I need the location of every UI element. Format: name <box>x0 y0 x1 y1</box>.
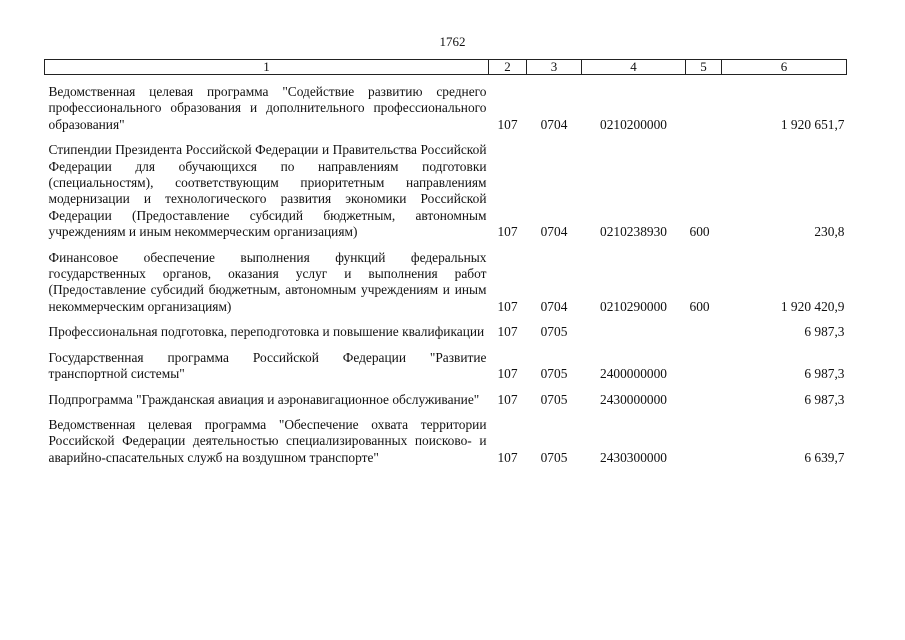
table-row <box>45 84 847 133</box>
row-sum: 6 639,7 <box>804 449 845 465</box>
row-name: Подпрограмма "Гражданская авиация и аэронавигационное обслуживание" <box>48 391 480 407</box>
row-name: Финансовое обеспечение выполнения функций федеральных государственных органов, оказания услуг и выполнения работ (Предоставление субсидий бюджетным, автономным учреждениям и иным некоммерческим организациям) <box>48 249 487 314</box>
row-csr: 0210290000 <box>600 298 667 314</box>
row-csr: 0210238930 <box>600 224 667 240</box>
table-row <box>45 142 847 240</box>
row-ved: 107 <box>497 449 518 465</box>
row-csr: 2400000000 <box>600 366 667 382</box>
row-vr: 600 <box>689 224 710 240</box>
row-vr <box>686 392 722 408</box>
table-header-row <box>45 60 847 75</box>
row-ved: 107 <box>497 298 518 314</box>
row-name: Ведомственная целевая программа "Обеспечение охвата территории Российской Федерации деятельностью специализированных поисково- и аварийно-спасательных служб на воздушном транспорте" <box>48 416 487 465</box>
row-rz: 0704 <box>540 116 568 132</box>
row-sum: 1 920 651,7 <box>780 116 845 132</box>
row-ved: 107 <box>497 324 518 340</box>
row-name: Стипендии Президента Российской Федерации и Правительства Российской Федерации для обучающихся по направлениям подготовки (специальностям), соответствующим приоритетным направлениям модернизации и технологического развития экономики Российской Федерации (Предоставление субсидий бюджетным, автономным учреждениям и иным некоммерческим организациям) <box>48 142 487 240</box>
row-rz: 0705 <box>540 391 568 407</box>
header-col-csr: 4 <box>582 60 686 75</box>
table-row <box>45 392 847 408</box>
row-rz: 0705 <box>540 366 568 382</box>
row-rz: 0705 <box>540 324 568 340</box>
page-number: 1762 <box>439 34 466 49</box>
row-sum: 230,8 <box>814 224 845 240</box>
row-csr: 2430000000 <box>600 391 667 407</box>
row-sum: 1 920 420,9 <box>780 298 845 314</box>
header-col-rz: 3 <box>527 60 582 75</box>
row-ved: 107 <box>497 391 518 407</box>
row-vr: 600 <box>689 298 710 314</box>
row-csr: 2430300000 <box>600 449 667 465</box>
row-rz: 0704 <box>540 298 568 314</box>
row-vr <box>686 84 722 133</box>
header-col-vr: 5 <box>686 60 722 75</box>
row-ved: 107 <box>497 366 518 382</box>
row-rz: 0704 <box>540 224 568 240</box>
row-name: Государственная программа Российской Федерации "Развитие транспортной системы" <box>48 349 487 382</box>
header-col-ved: 2 <box>489 60 527 75</box>
row-sum: 6 987,3 <box>804 366 845 382</box>
table-row <box>45 324 847 340</box>
budget-table <box>44 59 847 466</box>
row-vr <box>686 324 722 340</box>
row-csr: 0210200000 <box>600 116 667 132</box>
row-ved: 107 <box>497 224 518 240</box>
row-vr <box>686 350 722 383</box>
table-row <box>45 417 847 466</box>
row-csr <box>582 324 686 340</box>
header-col-sum: 6 <box>722 60 847 75</box>
table-row <box>45 250 847 316</box>
row-ved: 107 <box>497 116 518 132</box>
row-name: Профессиональная подготовка, переподготовка и повышение квалификации <box>48 324 485 340</box>
row-vr <box>686 417 722 466</box>
row-sum: 6 987,3 <box>804 391 845 407</box>
header-col-name: 1 <box>45 60 489 75</box>
row-name: Ведомственная целевая программа "Содействие развитию среднего профессионального образования и дополнительного профессионального образования" <box>48 84 487 132</box>
row-sum: 6 987,3 <box>804 324 845 340</box>
table-row <box>45 350 847 383</box>
row-rz: 0705 <box>540 449 568 465</box>
